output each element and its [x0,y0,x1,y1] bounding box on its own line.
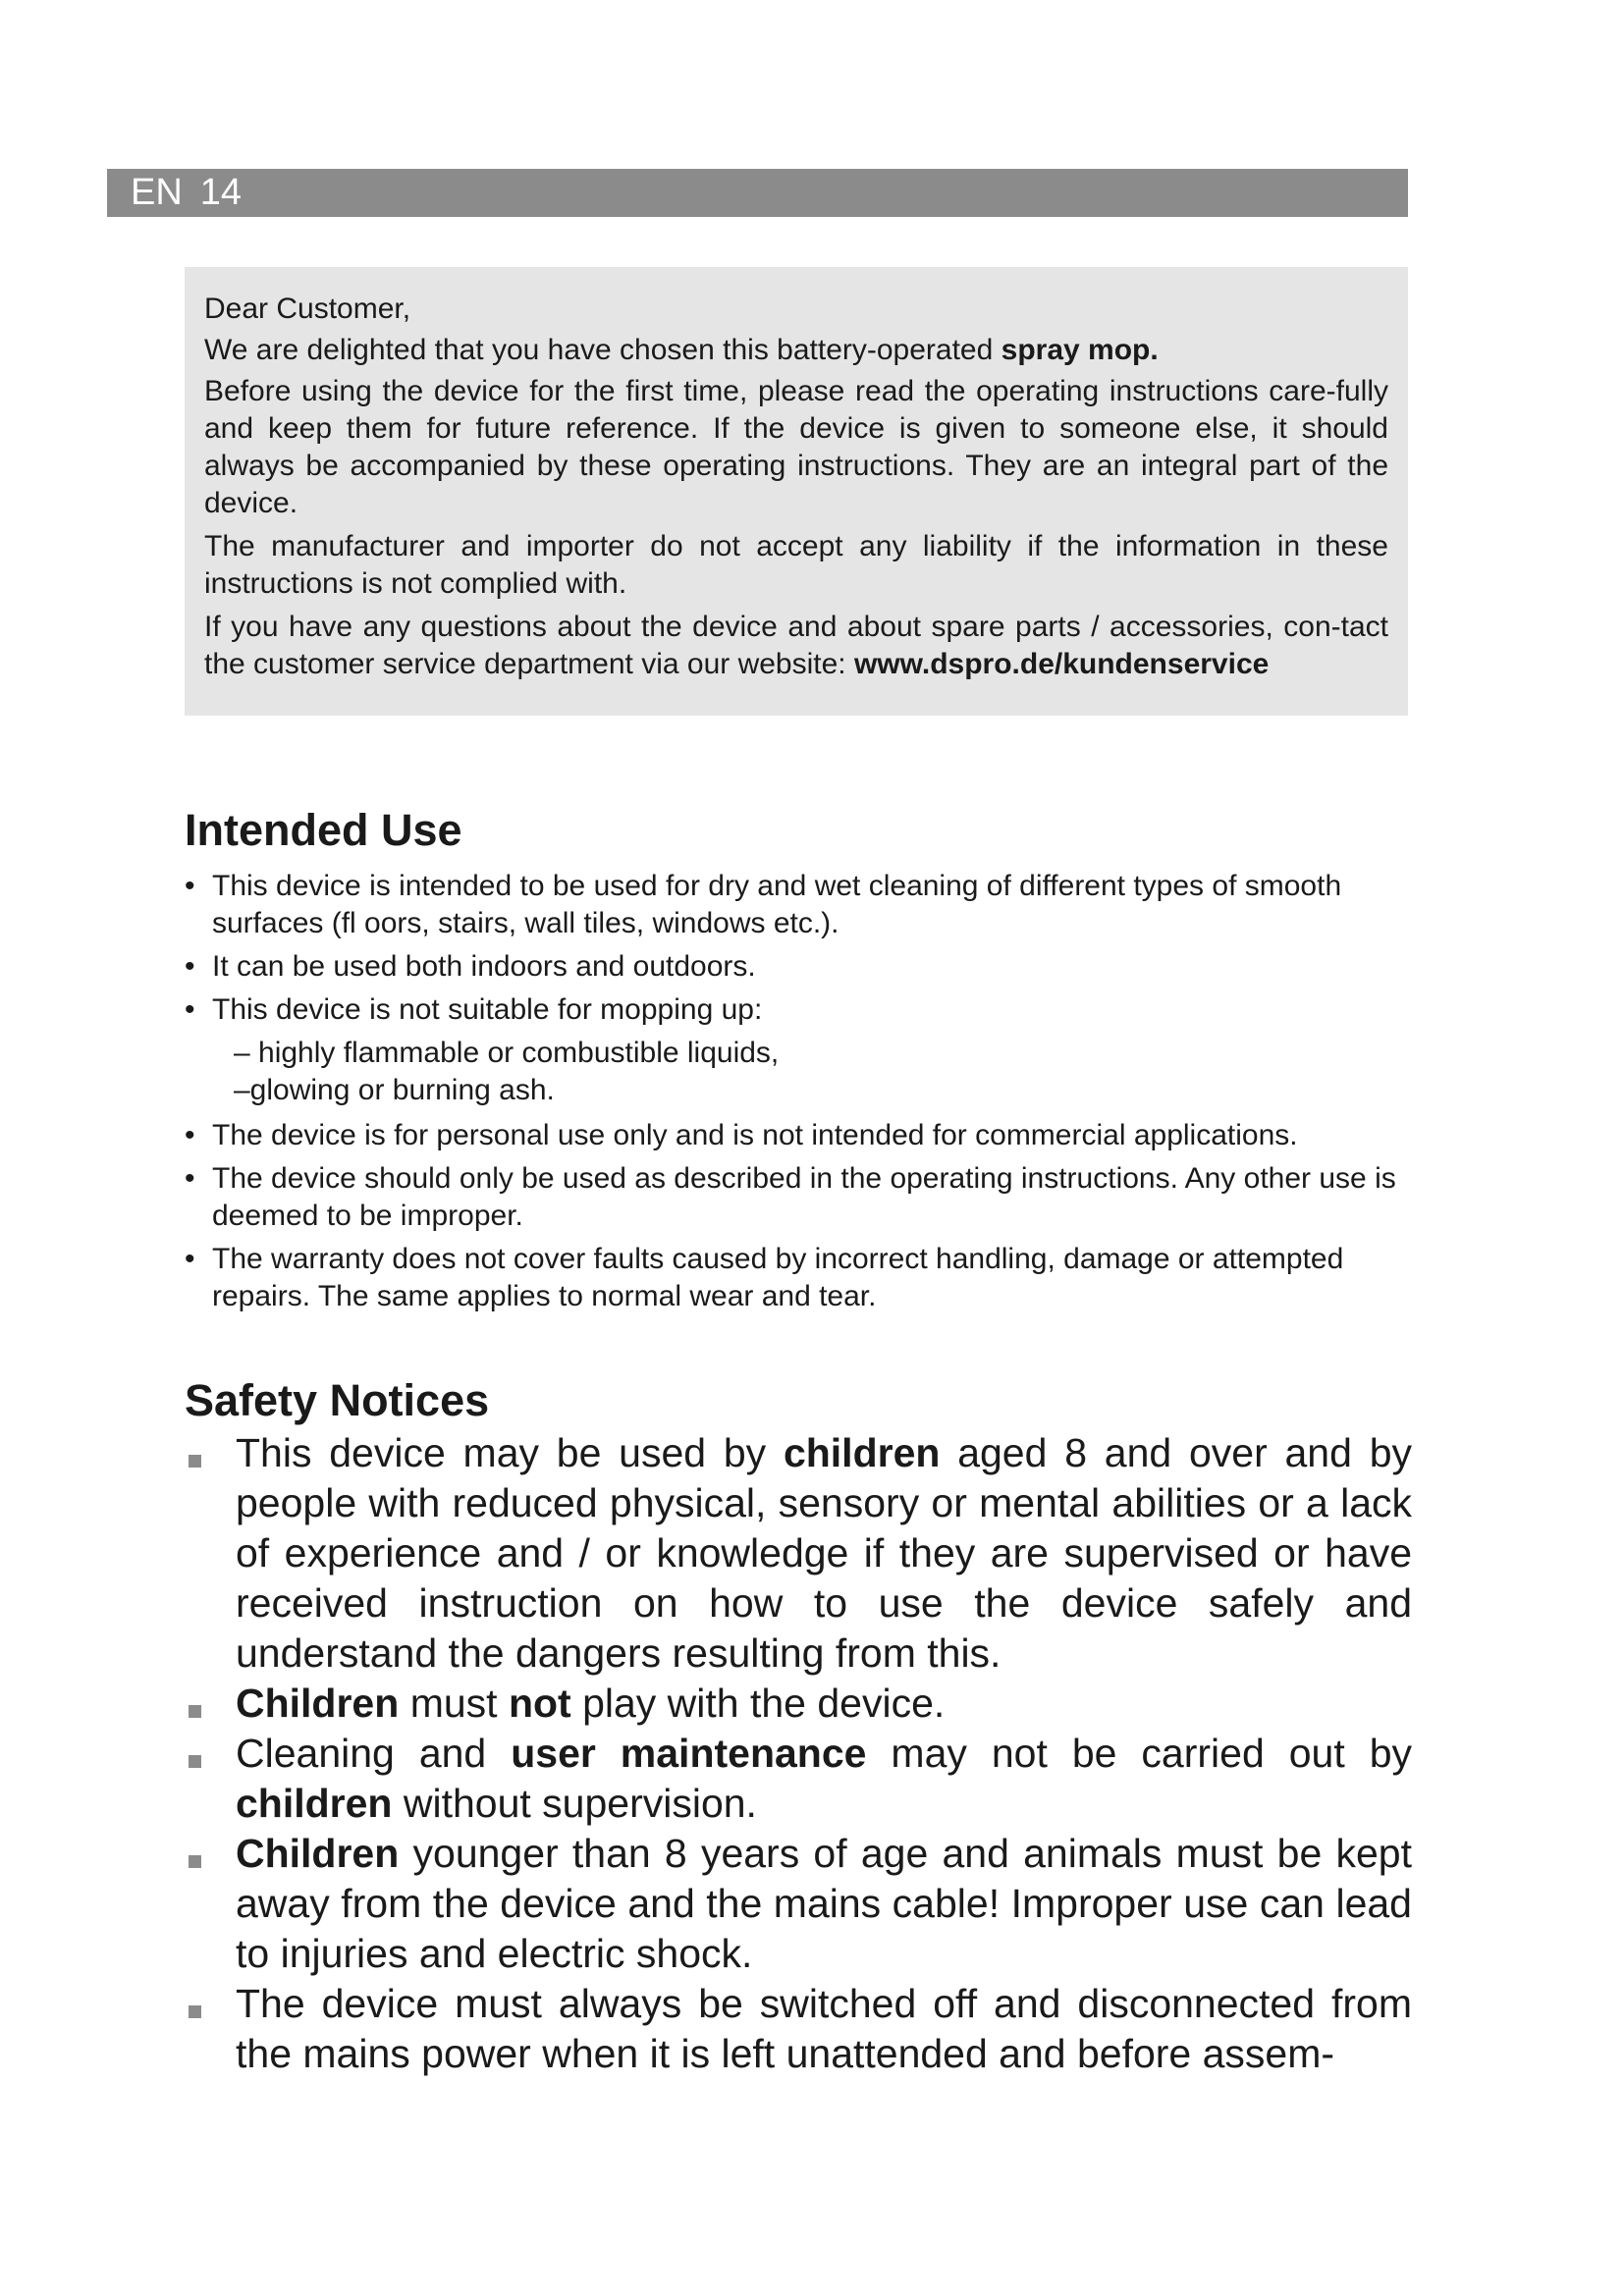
safety-list [185,1428,1412,2079]
list-item: • This device is intended to be used for dry and wet cleaning of different types of smooth surfaces (fl oors, stairs, wall tiles, windows etc.). [185,868,1398,942]
safety-item: The device must always be switched off and disconnected from the mains power when it is left unattended and before assem- [185,1979,1412,2079]
safety-notices-heading: Safety Notices [185,1375,490,1425]
safety-item: Children must not play with the device. [185,1679,1412,1729]
intro-box [185,267,1408,716]
language-code: EN [131,172,183,213]
intended-use-heading: Intended Use [185,805,462,855]
list-item: • This device is not suitable for mopping up: [185,991,1398,1029]
list-item: • The device is for personal use only and is not intended for commercial applications. [185,1117,1398,1154]
list-item: • The device should only be used as described in the operating instructions. Any other use is deemed to be improper. [185,1160,1398,1235]
safety-item: Children younger than 8 years of age and animals must be kept away from the device and the mains cable! Improper use can lead to injuries and electric shock. [185,1829,1412,1979]
list-item: • The warranty does not cover faults caused by incorrect handling, damage or attempted repairs. The same applies to normal wear and tear. [185,1241,1398,1315]
intro-para-4: If you have any questions about the device and about spare parts / accessories, con-tact the customer service department via our website: www.dspro.de/kundenservice [204,611,1388,680]
safety-item: This device may be used by children aged 8 and over and by people with reduced physical, sensory or mental abilities or a lack of experience and / or knowledge if they are supervised or have received instruction on how to use the device safely and understand the dangers resulting from this. [185,1428,1412,1679]
product-name: spray mop. [1001,334,1159,366]
page-number: 14 [199,172,243,213]
greeting: Dear Customer, [204,293,411,325]
intro-para-2: Before using the device for the first time, please read the operating instructions care-fully and keep them for future reference. If the device is given to someone else, it should always be accompanied by these operating instructions. They are an integral part of the device. [204,375,1388,519]
page-header-bar [107,169,1408,217]
intro-para-3: The manufacturer and importer do not accept any liability if the information in these instructions is not complied with. [204,530,1388,600]
sub-list [185,1035,1398,1109]
intro-line-1: We are delighted that you have chosen this battery-operated spray mop. [204,334,1159,366]
sub-item: –glowing or burning ash. [234,1074,555,1106]
list-item: • It can be used both indoors and outdoors. [185,948,1398,986]
website-link: www.dspro.de/kundenservice [853,648,1270,680]
sub-item: – highly flammable or combustible liquids, [234,1037,780,1069]
safety-item: Cleaning and user maintenance may not be carried out by children without supervision. [185,1729,1412,1829]
intended-use-list [185,868,1398,1321]
